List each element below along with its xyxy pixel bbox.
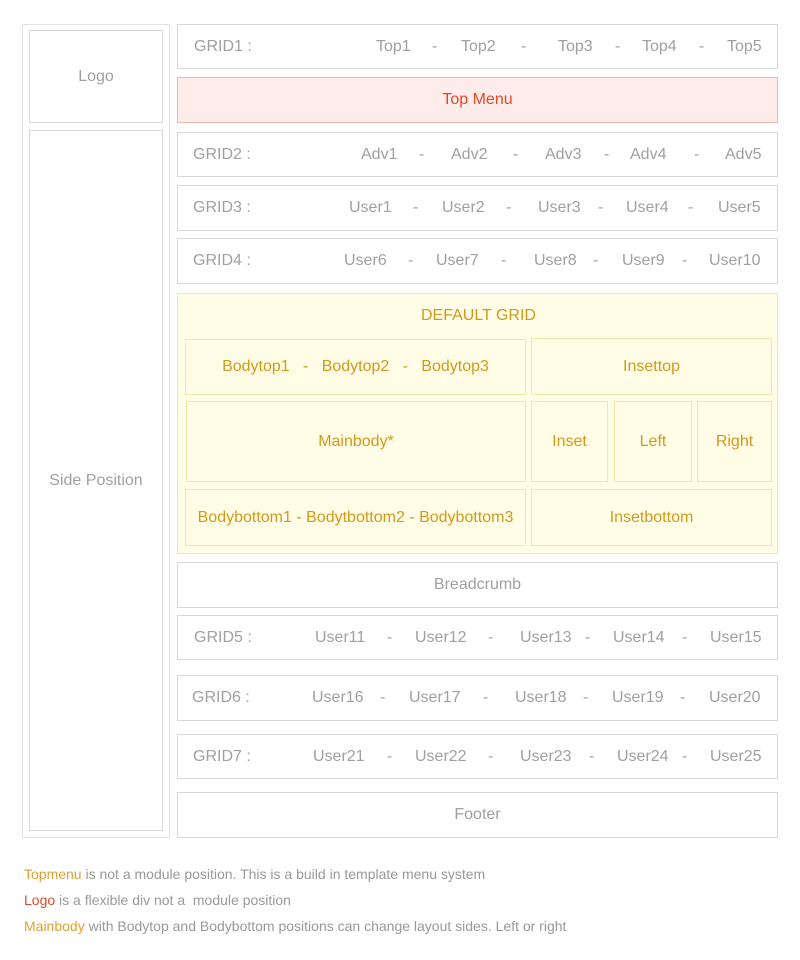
grid2-separator: - <box>419 145 425 163</box>
grid6-item-user17: User17 <box>409 689 461 706</box>
mainbody-box <box>186 401 526 482</box>
grid6-item-user19: User19 <box>612 689 664 706</box>
grid4-label: GRID4 : <box>193 252 251 269</box>
grid5-separator: - <box>387 628 393 646</box>
grid2-separator: - <box>513 145 519 163</box>
note-mainbody-highlight: Mainbody <box>24 918 85 934</box>
grid2-item-adv3: Adv3 <box>545 145 582 163</box>
grid4-separator: - <box>682 252 688 269</box>
grid6-separator: - <box>583 689 589 706</box>
grid3-label: GRID3 : <box>193 199 251 216</box>
grid2-item-adv1: Adv1 <box>361 145 398 163</box>
grid7-item-user23: User23 <box>520 747 572 765</box>
grid2-separator: - <box>694 145 700 163</box>
grid7-item-user21: User21 <box>313 747 365 765</box>
grid3-item-user1: User1 <box>349 199 392 216</box>
grid2-separator: - <box>604 145 610 163</box>
grid3-separator: - <box>598 199 604 216</box>
grid6-row <box>177 675 778 721</box>
grid5-item-user11: User11 <box>315 628 366 646</box>
grid7-item-user24: User24 <box>617 747 669 765</box>
left-label: Left <box>639 432 667 450</box>
default-grid-title: DEFAULT GRID <box>421 307 536 324</box>
bodytop-label: Bodytop1 - Bodytop2 - Bodytop3 <box>222 358 489 375</box>
grid6-separator: - <box>380 689 386 706</box>
breadcrumb-box <box>177 562 778 608</box>
insettop-box <box>531 338 772 395</box>
grid1-item-top4: Top4 <box>642 37 677 55</box>
grid5-row <box>177 615 778 660</box>
grid4-item-user10: User10 <box>709 252 761 269</box>
note-mainbody <box>24 918 566 934</box>
left-box <box>614 401 692 482</box>
grid5-item-user15: User15 <box>710 628 762 646</box>
grid5-separator: - <box>682 628 688 646</box>
grid2-item-adv2: Adv2 <box>451 145 488 163</box>
side-position-label: Side Position <box>49 471 143 489</box>
top-menu-bar[interactable] <box>177 77 778 123</box>
grid7-separator: - <box>589 747 595 765</box>
grid3-item-user2: User2 <box>442 199 485 216</box>
grid4-separator: - <box>408 252 414 269</box>
note-topmenu <box>24 866 485 882</box>
grid3-separator: - <box>413 199 419 216</box>
grid1-row <box>177 24 778 69</box>
note-topmenu-text: is not a module position. This is a build in template menu system <box>81 866 486 882</box>
right-box <box>697 401 772 482</box>
grid6-separator: - <box>680 689 686 706</box>
grid6-item-user20: User20 <box>709 689 761 706</box>
grid5-item-user12: User12 <box>415 628 467 646</box>
grid7-separator: - <box>488 747 494 765</box>
grid4-separator: - <box>501 252 507 269</box>
grid1-item-top2: Top2 <box>461 37 496 55</box>
grid3-item-user4: User4 <box>626 199 669 216</box>
footer-label: Footer <box>454 806 501 823</box>
grid4-item-user6: User6 <box>344 252 387 269</box>
grid1-item-top3: Top3 <box>558 37 593 55</box>
grid7-label: GRID7 : <box>193 747 251 765</box>
grid2-row <box>177 132 778 177</box>
grid7-separator: - <box>682 747 688 765</box>
note-logo <box>24 892 291 908</box>
grid3-separator: - <box>506 199 512 216</box>
insettop-label: Insettop <box>623 357 680 375</box>
right-label: Right <box>715 432 754 450</box>
grid1-separator: - <box>615 37 621 55</box>
mainbody-label: Mainbody* <box>318 432 394 450</box>
side-position-box <box>29 130 163 831</box>
grid7-item-user22: User22 <box>415 747 467 765</box>
grid5-label: GRID5 : <box>194 628 252 646</box>
breadcrumb-label: Breadcrumb <box>433 576 522 593</box>
grid3-item-user3: User3 <box>538 199 581 216</box>
grid5-separator: - <box>488 628 494 646</box>
insetbottom-box <box>531 489 772 546</box>
inset-label: Inset <box>552 432 587 450</box>
logo-box <box>29 30 163 123</box>
note-logo-text: is a flexible div not a module position <box>55 892 291 908</box>
grid4-separator: - <box>593 252 599 269</box>
grid1-separator: - <box>521 37 527 55</box>
grid3-separator: - <box>688 199 694 216</box>
grid1-separator: - <box>432 37 438 55</box>
bodybottom-box <box>185 489 526 546</box>
grid3-row <box>177 185 778 231</box>
grid1-label: GRID1 : <box>194 37 252 55</box>
footer-box <box>177 792 778 838</box>
grid1-item-top1: Top1 <box>376 37 411 55</box>
note-logo-highlight: Logo <box>24 892 56 908</box>
bodybottom-label: Bodybottom1 - Bodytbottom2 - Bodybottom3 <box>197 508 514 526</box>
insetbottom-label: Insetbottom <box>609 508 694 526</box>
bodytop-box <box>185 339 526 395</box>
grid5-separator: - <box>585 628 591 646</box>
note-topmenu-highlight: Topmenu <box>24 866 82 882</box>
grid5-item-user13: User13 <box>520 628 572 646</box>
top-menu-label: Top Menu <box>442 91 513 108</box>
grid6-separator: - <box>483 689 489 706</box>
grid4-item-user7: User7 <box>436 252 479 269</box>
grid1-separator: - <box>699 37 705 55</box>
inset-box <box>531 401 608 482</box>
note-mainbody-text: with Bodytop and Bodybottom positions can change layout sides. Left or right <box>84 918 567 934</box>
grid6-label: GRID6 : <box>192 689 250 706</box>
grid6-item-user16: User16 <box>312 689 364 706</box>
grid2-item-adv4: Adv4 <box>630 145 667 163</box>
grid1-item-top5: Top5 <box>727 37 762 55</box>
logo-label: Logo <box>78 67 114 85</box>
grid2-label: GRID2 : <box>193 145 251 163</box>
grid4-item-user9: User9 <box>622 252 665 269</box>
grid7-row <box>177 734 778 779</box>
grid4-item-user8: User8 <box>534 252 577 269</box>
grid6-item-user18: User18 <box>515 689 567 706</box>
grid2-item-adv5: Adv5 <box>725 145 762 163</box>
grid7-separator: - <box>387 747 393 765</box>
grid3-item-user5: User5 <box>718 199 761 216</box>
grid4-row <box>177 238 778 284</box>
grid5-item-user14: User14 <box>613 628 665 646</box>
grid7-item-user25: User25 <box>710 747 762 765</box>
